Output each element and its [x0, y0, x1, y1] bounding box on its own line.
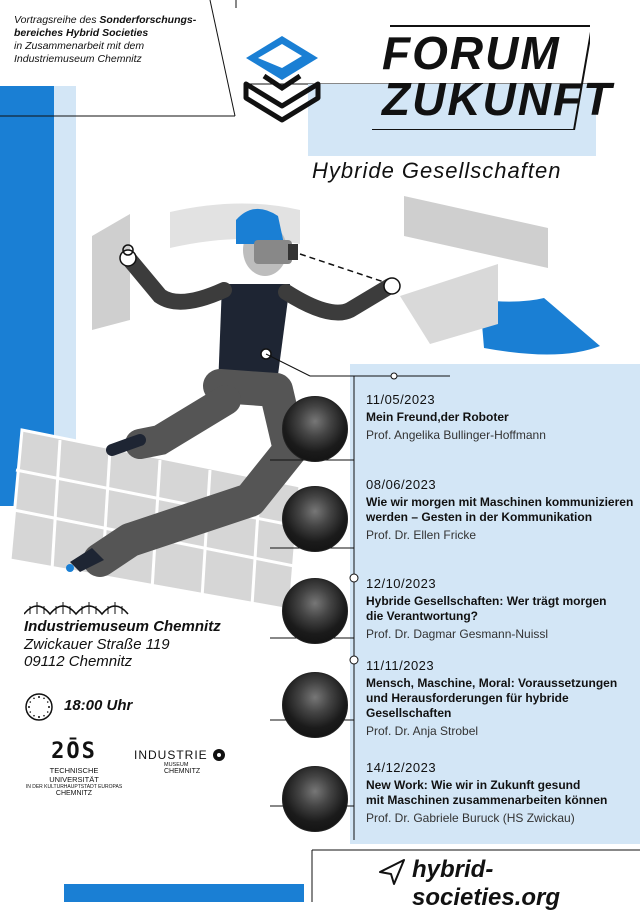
tu-logo-mark: 2ŌS — [51, 739, 97, 764]
im-logo-line-3: CHEMNITZ — [164, 768, 201, 775]
event-date: 14/12/2023 — [366, 760, 437, 775]
series-intro — [14, 14, 234, 66]
intro-line-3: in Zusammenarbeit mit dem — [14, 40, 145, 52]
event-title-line: mit Maschinen zusammenarbeiten können — [366, 793, 608, 807]
venue-address — [24, 636, 170, 670]
event-time: 18:00 Uhr — [64, 697, 133, 714]
intro-line-1-bold: Sonderforschungs- — [99, 14, 197, 26]
tu-logo-line-2: IN DER KULTURHAUPTSTADT EUROPAS — [25, 784, 123, 790]
event-title-line: die Verantwortung? — [366, 609, 479, 623]
event-title-line: Mensch, Maschine, Moral: Voraussetzungen — [366, 676, 618, 690]
intro-line-2: bereiches Hybrid Societies — [14, 27, 149, 39]
event-speaker: Prof. Dr. Ellen Fricke — [366, 528, 477, 542]
venue-street: Zwickauer Straße 119 — [24, 636, 170, 653]
page-subtitle: Hybride Gesellschaften — [312, 158, 562, 183]
event-title-line: Gesellschaften — [366, 706, 452, 720]
intro-line-1: Vortragsreihe des — [14, 14, 100, 26]
gear-icon — [212, 748, 226, 762]
event-date: 11/05/2023 — [366, 392, 436, 407]
event-speaker: Prof. Angelika Bullinger-Hoffmann — [366, 428, 546, 442]
speaker-photo-4 — [282, 672, 348, 738]
event-title-line: Hybride Gesellschaften: Wer trägt morgen — [366, 594, 607, 608]
event-2 — [366, 477, 636, 542]
industriemuseum-logo — [134, 748, 234, 775]
event-date: 08/06/2023 — [366, 477, 437, 492]
clock-icon — [24, 692, 54, 722]
factory-roof-icon — [24, 596, 134, 616]
speaker-photo-5 — [282, 766, 348, 832]
speaker-photo-2 — [282, 486, 348, 552]
event-title-line: Wie wir morgen mit Maschinen kommunizieren — [366, 495, 634, 509]
event-speaker: Prof. Dr. Gabriele Buruck (HS Zwickau) — [366, 811, 575, 825]
event-speaker: Prof. Dr. Anja Strobel — [366, 724, 479, 738]
title-line-2: ZUKUNFT — [382, 73, 614, 125]
venue-city: 09112 Chemnitz — [24, 653, 133, 670]
event-title-line: und Herausforderungen für hybride — [366, 691, 569, 705]
send-arrow-icon — [378, 858, 406, 886]
im-logo-line-2: MUSEUM — [164, 762, 189, 768]
event-title — [366, 410, 636, 425]
page-title — [382, 27, 614, 125]
event-date: 11/11/2023 — [366, 658, 435, 673]
intro-line-4: Industriemuseum Chemnitz — [14, 53, 142, 65]
event-date: 12/10/2023 — [366, 576, 437, 591]
event-title-line: werden – Gesten in der Kommunikation — [366, 510, 593, 524]
event-title-line: New Work: Wie wir in Zukunft gesund — [366, 778, 581, 792]
speaker-photo-1 — [282, 396, 348, 462]
event-title — [366, 495, 636, 525]
title-line-1: FORUM — [382, 27, 561, 79]
event-title — [366, 594, 636, 624]
venue-name: Industriemuseum Chemnitz — [24, 618, 221, 635]
event-speaker: Prof. Dr. Dagmar Gesmann-Nuissl — [366, 627, 549, 641]
event-3 — [366, 576, 636, 641]
tu-logo-line-3: CHEMNITZ — [55, 790, 93, 797]
im-logo-line-1: INDUSTRIE — [134, 748, 208, 762]
event-5 — [366, 760, 636, 825]
tu-chemnitz-logo — [24, 740, 124, 797]
event-title-line: Mein Freund,der Roboter — [366, 410, 509, 424]
hs-logo-icon — [228, 24, 338, 134]
event-title — [366, 676, 636, 721]
event-4 — [366, 658, 636, 738]
website-link[interactable]: hybrid-societies.org — [412, 856, 561, 911]
speaker-photo-3 — [282, 578, 348, 644]
tu-logo-line-1: TECHNISCHE UNIVERSITÄT — [49, 766, 99, 784]
event-title — [366, 778, 636, 808]
event-1 — [366, 392, 636, 442]
